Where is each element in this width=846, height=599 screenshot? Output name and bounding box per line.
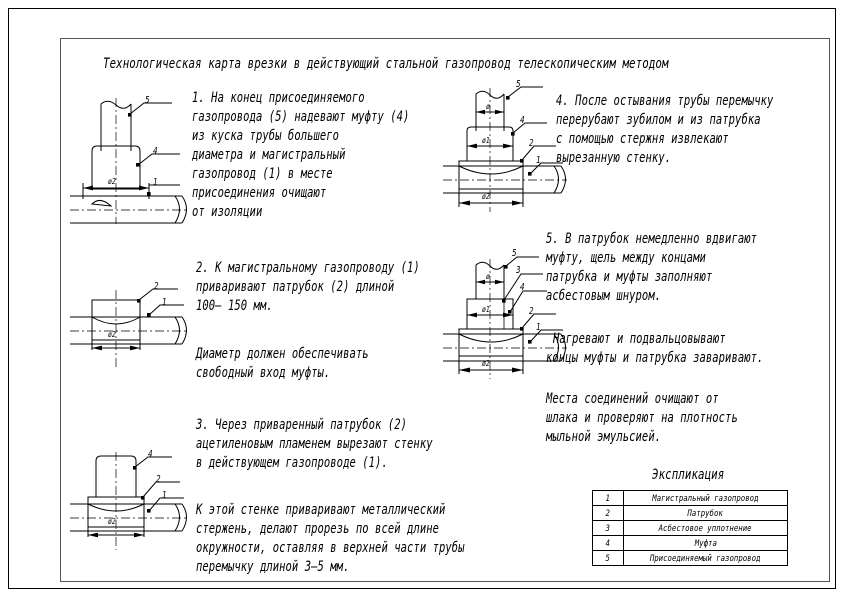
table-row [593,521,788,536]
callout-4: 4 [148,449,153,460]
legend-row-3-number: 3 [593,521,624,536]
table-row [593,491,788,506]
callout-1: 1 [536,322,541,333]
dimension-d2: ø2 [482,192,490,201]
step-4-line-1: 4. После остывания трубы перемычку [556,93,774,109]
page-title: Технологическая карта врезки в действующий стальной газопровод телескопическим методом [103,55,669,72]
dimension-d2: ø2 [108,517,116,526]
legend-row-5-label: Присоединяемый газопровод [624,551,788,566]
dimension-d2: ø2 [108,177,116,186]
step-4-line-2: перерубают зубилом и из патрубка [556,112,761,128]
step-5-line-4: асбестовым шнуром. [546,288,662,304]
callout-1: 1 [162,297,167,308]
step-1-line-1: 1. На конец присоединяемого [192,90,365,106]
table-row [593,506,788,521]
legend-table [592,490,788,566]
dimension-d2: ø2 [482,359,490,368]
callout-5: 5 [512,248,517,259]
legend-row-4-label: Муфта [624,536,788,551]
step-3-note-line-1: К этой стенке приваривают металлический [196,502,446,518]
dimension-d2: ø2 [108,330,116,339]
dimension-d1: ø1 [482,136,490,145]
dimension-d: ø [486,272,490,281]
legend-row-5-number: 5 [593,551,624,566]
step-5-line-1: 5. В патрубок немедленно вдвигают [546,231,758,247]
step-5-note1-line-1: Нагревают и подвальцовывают [553,331,726,347]
callout-1: 1 [536,155,541,166]
step-1-line-5: газопровод (1) в месте [192,166,333,182]
step-2-note-line-2: свободный вход муфты. [196,365,331,381]
step-3-line-3: в действующем газопроводе (1). [196,455,388,471]
step-3-note-line-2: стержень, делают прорезь по всей длине [196,521,440,537]
step-4-line-4: вырезанную стенку. [556,150,672,166]
callout-4: 4 [520,115,525,126]
step-5-note2-line-2: шлака и проверяют на плотность [546,410,738,426]
step-2-line-3: 100– 150 мм. [196,298,273,314]
step-3-note-line-4: перемычку длиной 3–5 мм. [196,559,350,575]
dimension-d1: ø1 [482,305,490,314]
callout-2: 2 [529,138,534,149]
step-5-line-3: патрубка и муфты заполняют [546,269,713,285]
callout-2: 2 [154,281,159,292]
callout-5: 5 [145,95,150,106]
dimension-d: ø [486,102,490,111]
callout-1: 1 [153,177,158,188]
step-5-note2-line-3: мыльной эмульсией. [546,429,662,445]
table-row [593,551,788,566]
step-2-line-1: 2. К магистральному газопроводу (1) [196,260,420,276]
step-5-note1-line-2: концы муфты и патрубка заваривают. [546,350,764,366]
step-2-note-line-1: Диаметр должен обеспечивать [196,346,369,362]
legend-row-1-label: Магистральный газопровод [624,491,788,506]
step-1-line-7: от изоляции [192,204,263,220]
callout-2: 2 [529,306,534,317]
callout-1: 1 [162,490,167,501]
legend-title: Экспликация [652,466,725,483]
step-1-line-4: диаметра и магистральный [192,147,346,163]
legend-row-2-number: 2 [593,506,624,521]
step-4-line-3: с помощью стержня извлекают [556,131,729,147]
legend-row-2-label: Патрубок [624,506,788,521]
step-1-line-3: из куска трубы большего [192,128,340,144]
callout-3: 3 [516,265,521,276]
step-3-line-1: 3. Через приваренный патрубок (2) [196,417,408,433]
table-row [593,536,788,551]
legend-row-3-label: Асбестовое уплотнение [624,521,788,536]
step-3-line-2: ацетиленовым пламенем вырезают стенку [196,436,433,452]
callout-4: 4 [520,282,525,293]
callout-2: 2 [156,474,161,485]
step-5-line-2: муфту, щель между концами [546,250,706,266]
step-1-line-2: газопровода (5) надевают муфту (4) [192,109,410,125]
step-3-note-line-3: окружности, оставляя в верхней части трубы [196,540,465,556]
callout-5: 5 [516,79,521,90]
step-2-line-2: приваривают патрубок (2) длиной [196,279,395,295]
step-5-note2-line-1: Места соединений очищают от [546,391,719,407]
legend-row-4-number: 4 [593,536,624,551]
legend-row-1-number: 1 [593,491,624,506]
callout-4: 4 [153,146,158,157]
step-1-line-6: присоединения очищают [192,185,327,201]
